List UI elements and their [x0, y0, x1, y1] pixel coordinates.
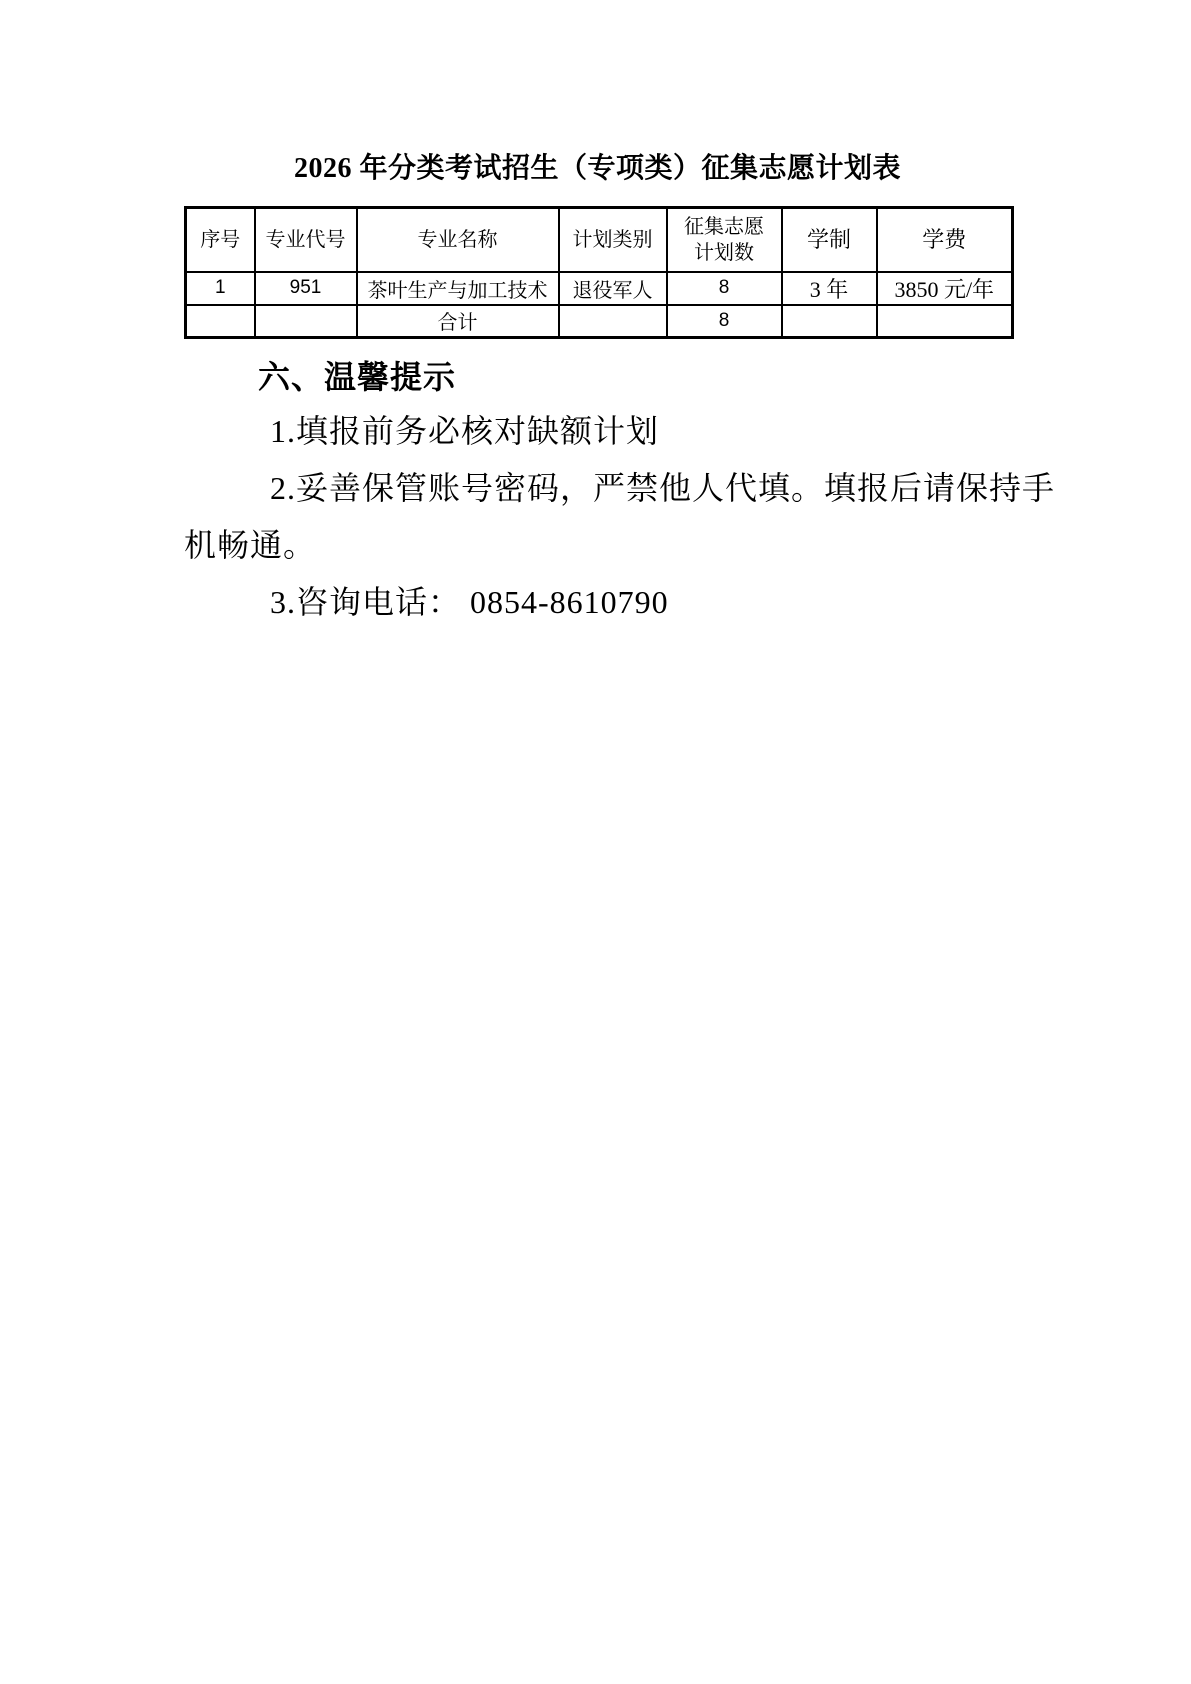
cell-plan-type — [559, 305, 667, 338]
cell-seq: 1 — [186, 272, 255, 305]
col-header-major: 专业名称 — [357, 208, 559, 272]
document-content — [184, 0, 1056, 631]
cell-tuition: 3850 元/年 — [877, 272, 1013, 305]
col-header-count — [667, 208, 782, 272]
table-row-total — [186, 305, 1013, 338]
plan-table — [184, 206, 1014, 339]
col-header-seq: 序号 — [186, 208, 255, 272]
col-header-count-line1: 征集志愿 — [684, 215, 764, 238]
cell-seq — [186, 305, 255, 338]
cell-count: 8 — [667, 272, 782, 305]
cell-duration — [782, 305, 877, 338]
note-line-2-continued: 机畅通。 — [184, 527, 317, 563]
note-line-3-phone: 3.咨询电话： 0854-8610790 — [270, 584, 669, 620]
cell-major: 茶叶生产与加工技术 — [357, 272, 559, 305]
cell-plan-type: 退役军人 — [559, 272, 667, 305]
page-title: 2026 年分类考试招生（专项类）征集志愿计划表 — [293, 153, 901, 184]
col-header-duration: 学制 — [782, 208, 877, 272]
notes-section — [184, 357, 1056, 631]
col-header-plan-type: 计划类别 — [559, 208, 667, 272]
notes-heading: 六、温馨提示 — [258, 359, 457, 395]
table-row-major — [186, 272, 1013, 305]
note-line-1: 1.填报前务必核对缺额计划 — [270, 413, 660, 449]
cell-tuition — [877, 305, 1013, 338]
cell-total-label: 合计 — [357, 305, 559, 338]
table-header-row — [186, 208, 1013, 272]
cell-duration: 3 年 — [782, 272, 877, 305]
cell-code: 951 — [255, 272, 357, 305]
cell-total-count: 8 — [667, 305, 782, 338]
cell-code — [255, 305, 357, 338]
col-header-count-line2: 计划数 — [694, 241, 754, 264]
col-header-code: 专业代号 — [255, 208, 357, 272]
col-header-tuition: 学费 — [877, 208, 1013, 272]
note-line-2: 2.妥善保管账号密码，严禁他人代填。填报后请保持手 — [270, 470, 1056, 506]
